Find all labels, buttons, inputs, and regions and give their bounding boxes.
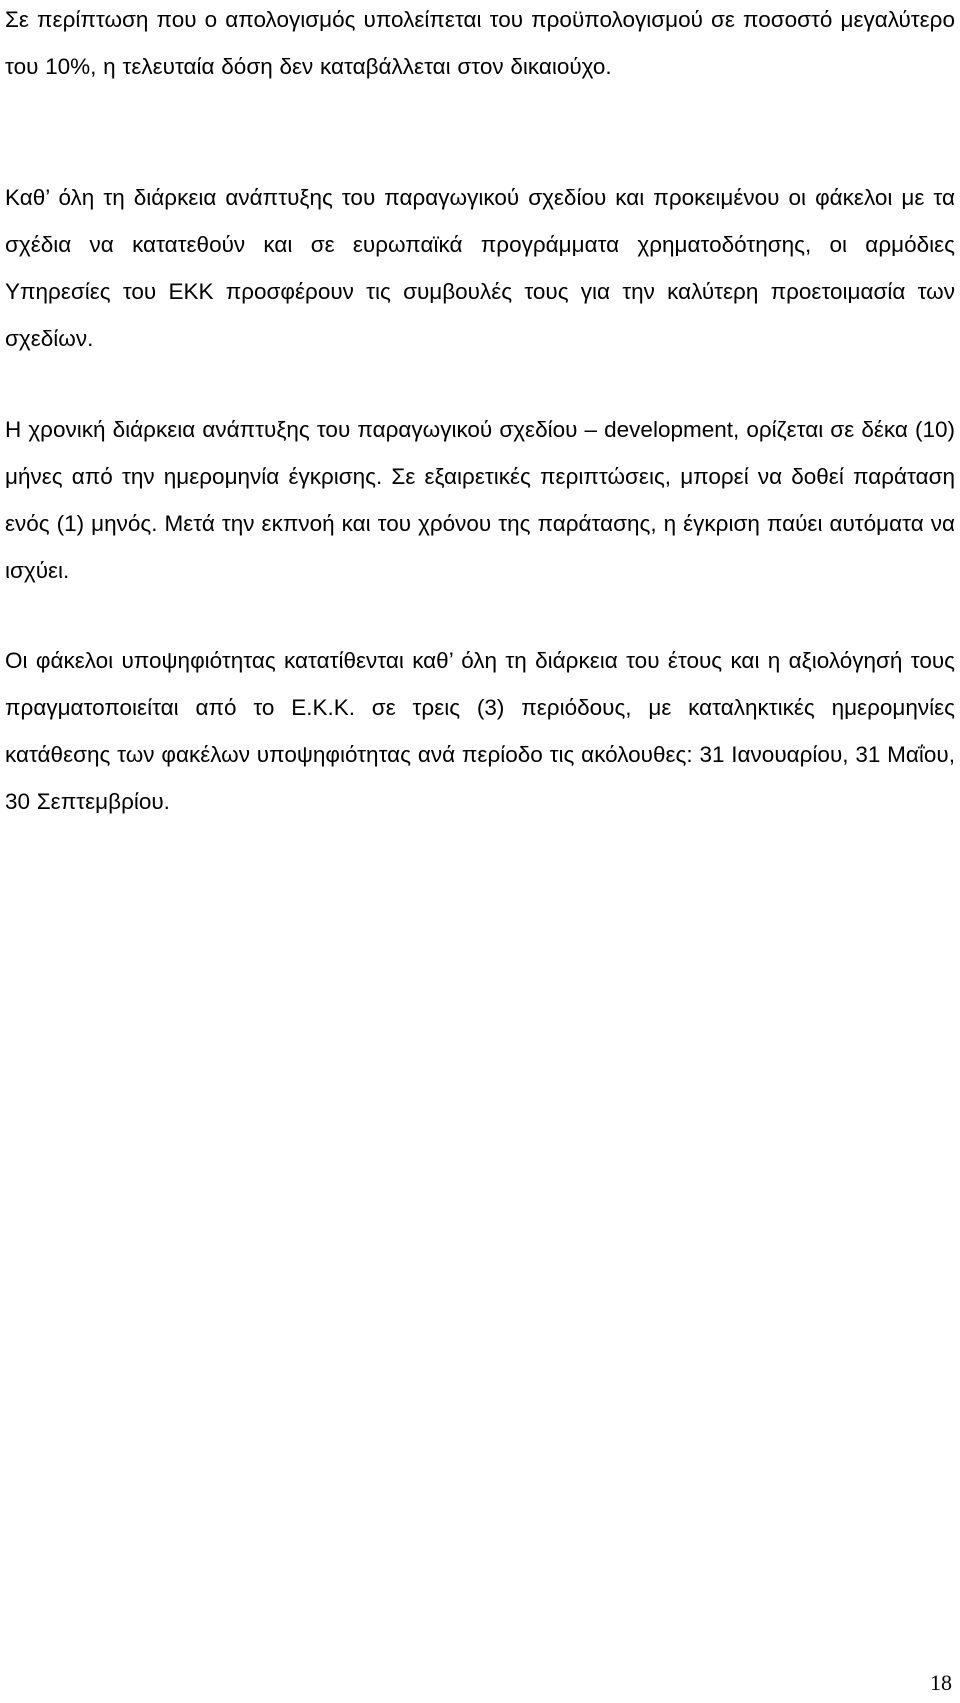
paragraph-advisory-services: Καθ’ όλη τη διάρκεια ανάπτυξης του παραγωγικού σχεδίου και προκειμένου οι φάκελοι με τα σχέδια να κατατεθούν και σε ευρωπαϊκά προγράμματα χρηματοδότησης, οι αρμόδιες Υπηρεσίες του ΕΚΚ προσφέρουν τις συμβουλές τους για την καλύτερη προετοιμασία των σχεδίων. <box>5 185 955 351</box>
paragraph-final-installment: Σε περίπτωση που ο απολογισμός υπολείπεται του προϋπολογισμού σε ποσοστό μεγαλύτερο του 10%, η τελευταία δόση δεν καταβάλλεται στον δικαιούχο. <box>5 7 955 79</box>
page-number: 18 <box>930 1670 952 1695</box>
paragraph-submission-periods: Οι φάκελοι υποψηφιότητας κατατίθενται καθ’ όλη τη διάρκεια του έτους και η αξιολόγησή τους πραγματοποιείται από το Ε.Κ.Κ. σε τρεις (3) περιόδους, με καταληκτικές ημερομηνίες κατάθεσης των φακέλων υποψηφιότητας ανά περίοδο τις ακόλουθες: 31 Ιανουαρίου, 31 Μαΐου, 30 Σεπτεμβρίου. <box>5 648 955 814</box>
paragraph-development-duration: Η χρονική διάρκεια ανάπτυξης του παραγωγικού σχεδίου – development, ορίζεται σε δέκα (10) μήνες από την ημερομηνία έγκρισης. Σε εξαιρετικές περιπτώσεις, μπορεί να δοθεί παράταση ενός (1) μηνός. Μετά την εκπνοή και του χρόνου της παράτασης, η έγκριση παύει αυτόματα να ισχύει. <box>5 417 955 583</box>
